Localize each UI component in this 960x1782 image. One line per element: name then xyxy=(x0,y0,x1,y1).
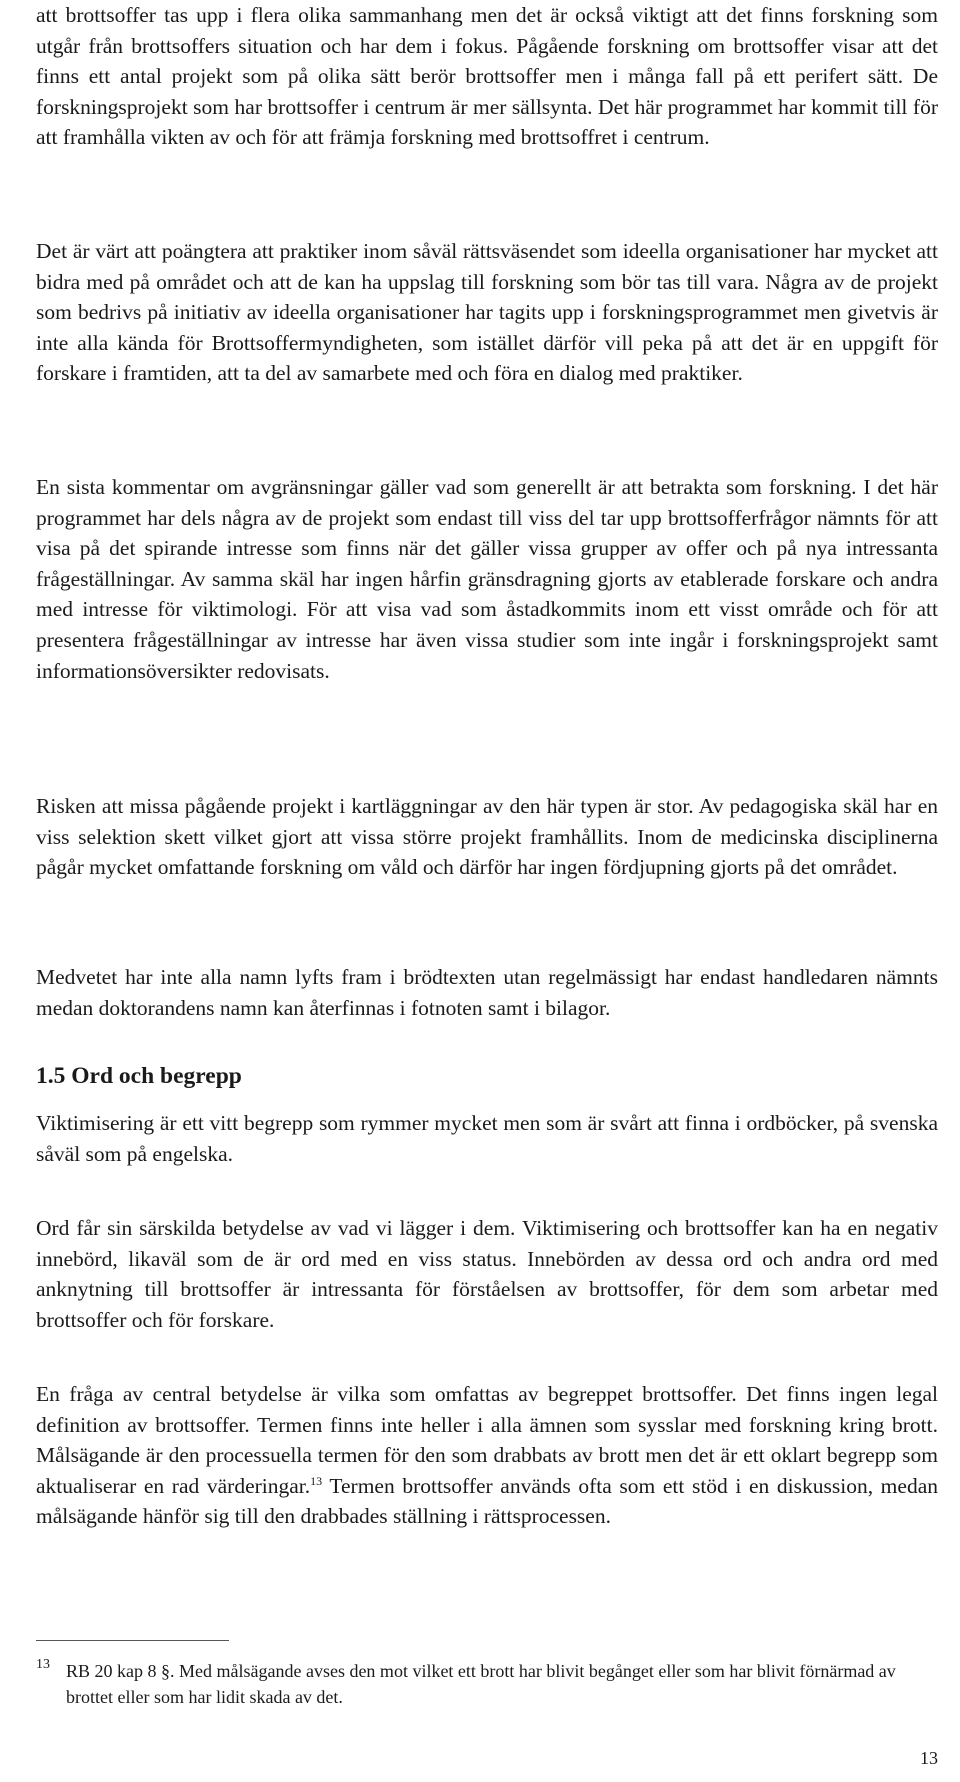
body-paragraph-3: En sista kommentar om avgränsningar gäller vad som generellt är att betrakta som forskning. I det här programmet har dels några av de projekt som endast till viss del tar upp brottsofferfrågor nämnts för att visa på det spirande intresse som finns när det gäller vissa grupper av offer och på nya intressanta frågeställningar. Av samma skäl har ingen hårfin gränsdragning gjorts av etablerade forskare och andra med intresse för viktimologi. För att visa vad som åstadkommits inom ett visst område och för att presentera frågeställningar av intresse har även vissa studier som inte ingår i forskningsprojekt samt informationsöversikter redovisats. xyxy=(36,475,938,683)
body-paragraph-7: Ord får sin särskilda betydelse av vad vi lägger i dem. Viktimisering och brottsoffer kan ha en negativ innebörd, likaväl som de är ord med en viss status. Innebörden av dessa ord och andra ord med anknytning till brottsoffer är intressanta för förståelsen av brottsoffer, för dem som arbetar med brottsoffer och för forskare. xyxy=(36,1216,938,1332)
footnote-reference[interactable]: 13 xyxy=(310,1473,323,1488)
body-paragraph-4: Risken att missa pågående projekt i kartläggningar av den här typen är stor. Av pedagogiska skäl har en viss selektion skett vilket gjort att vissa större projekt framhållits. Inom de medicinska disciplinerna pågår mycket omfattande forskning om våld och därför har ingen fördjupning gjorts på det området. xyxy=(36,794,938,880)
body-paragraph-1: att brottsoffer tas upp i flera olika sammanhang men det är också viktigt att det finns forskning som utgår från brottsoffers situation och har dem i fokus. Pågående forskning om brottsoffer visar att det finns ett antal projekt som på olika sätt berör brottsoffer men i många fall på ett perifert sätt. De forskningsprojekt som har brottsoffer i centrum är mer sällsynta. Det här programmet har kommit till för att framhålla vikten av och för att främja forskning med brottsoffret i centrum. xyxy=(36,3,938,150)
footnote-divider xyxy=(36,1640,229,1641)
paragraph-8-text-start: En fråga av central betydelse är vilka som omfattas av begreppet brottsoffer. Det finns ingen legal definition av brottsoffer. Termen finns inte heller i alla ämnen som sysslar med forskning kring brott. Målsägande är den processuella termen för den som drabbats av brott men det är ett oklart begrepp som aktualiserar en rad värderingar. xyxy=(36,1382,938,1498)
body-paragraph-8 xyxy=(36,1379,938,1532)
footnote-text: RB 20 kap 8 §. Med målsägande avses den mot vilket ett brott har blivit begånget eller som har blivit förnärmad av brottet eller som har lidit skada av det. xyxy=(66,1661,896,1707)
page-number: 13 xyxy=(920,1748,938,1768)
body-paragraph-6: Viktimisering är ett vitt begrepp som rymmer mycket men som är svårt att finna i ordböcker, på svenska såväl som på engelska. xyxy=(36,1111,938,1166)
body-paragraph-2: Det är värt att poängtera att praktiker inom såväl rättsväsendet som ideella organisationer har mycket att bidra med på området och att de kan ha uppslag till forskning som bör tas till vara. Några av de projekt som bedrivs på initiativ av ideella organisationer har tagits upp i forskningsprogrammet men givetvis är inte alla kända för Brottsoffermyndigheten, som istället därför vill peka på att det är en uppgift för forskare i framtiden, att ta del av samarbete med och föra en dialog med praktiker. xyxy=(36,239,938,386)
footnote-number: 13 xyxy=(36,1657,50,1672)
body-paragraph-5: Medvetet har inte alla namn lyfts fram i brödtexten utan regelmässigt har endast handledaren nämnts medan doktorandens namn kan återfinnas i fotnoten samt i bilagor. xyxy=(36,965,938,1020)
paragraph-8-text-end: Termen brottsoffer används ofta som ett stöd i en diskussion, medan målsägande hänför sig till den drabbades ställning i rättsprocessen. xyxy=(36,1473,938,1529)
footnote xyxy=(36,1658,938,1710)
section-heading: 1.5 Ord och begrepp xyxy=(36,1063,242,1089)
